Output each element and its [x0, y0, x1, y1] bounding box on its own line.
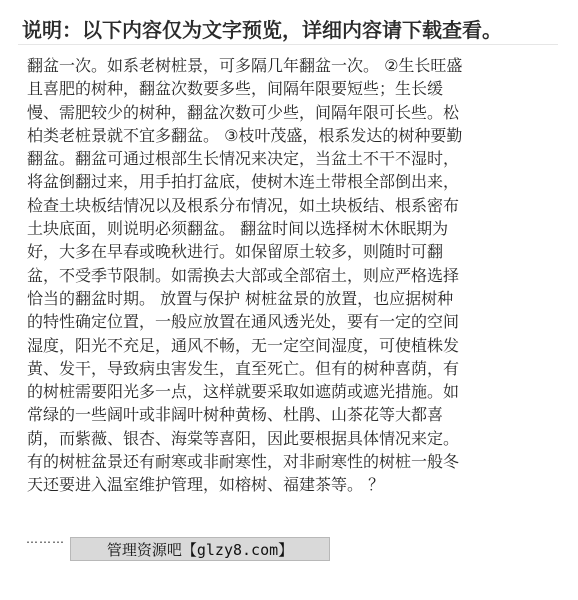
text-line: 检查土块板结情况以及根系分布情况，如土块板结、根系密布: [27, 195, 460, 215]
text-line: 湿度，阳光不充足，通风不畅，无一定空间湿度，可使植株发: [27, 335, 460, 355]
preview-notice-title: 说明：以下内容仅为文字预览，详细内容请下载查看。: [22, 18, 502, 42]
text-line: 好，大多在早春或晚秋进行。如保留原土较多，则随时可翻: [27, 242, 444, 262]
text-line: 天还要进入温室维护管理，如榕树、福建茶等。 ？: [27, 475, 385, 495]
text-line: 柏类老桩景就不宜多翻盆。 ③枝叶茂盛，根系发达的树种要勤: [27, 125, 463, 145]
text-line: 黄、发干，导致病虫害发生，直至死亡。但有的树种喜荫，有: [27, 358, 460, 378]
continuation-ellipsis: ………: [26, 532, 65, 546]
text-line: 有的树桩盆景还有耐寒或非耐寒性，对非耐寒性的树桩一般冬: [27, 452, 460, 472]
text-line: 土块底面，则说明必须翻盆。 翻盆时间以选择树木休眠期为: [27, 219, 449, 239]
text-line: 的树桩需要阳光多一点，这样就要采取如遮荫或遮光措施。如: [27, 382, 460, 402]
text-line: 且喜肥的树种，翻盆次数要多些，间隔年限要短些；生长缓: [27, 79, 444, 99]
header-divider: [18, 44, 558, 45]
text-line: 荫，而紫薇、银杏、海棠等喜阳，因此要根据具体情况来定。: [27, 428, 460, 448]
text-line: 慢、需肥较少的树种，翻盆次数可少些，间隔年限可长些。松: [27, 102, 460, 122]
text-line: 翻盆一次。如系老树桩景，可多隔几年翻盆一次。 ②生长旺盛: [27, 56, 463, 75]
text-line: 常绿的一些阔叶或非阔叶树种黄杨、杜鹃、山茶花等大都喜: [27, 405, 444, 425]
text-line: 恰当的翻盆时期。 放置与保护 树桩盆景的放置，也应据树种: [27, 288, 454, 308]
text-line: 将盆倒翻过来，用手拍打盆底，使树木连土带根全部倒出来，: [27, 172, 460, 192]
text-line: 的特性确定位置，一般应放置在通风透光处，要有一定的空间: [27, 312, 460, 332]
text-line: 盆，不受季节限制。如需换去大部或全部宿土，则应严格选择: [27, 265, 460, 285]
site-watermark: 管理资源吧【glzy8.com】: [70, 537, 330, 561]
text-line: 翻盆。翻盆可通过根部生长情况来决定，当盆土不干不湿时，: [27, 149, 460, 169]
article-body: [27, 54, 555, 497]
